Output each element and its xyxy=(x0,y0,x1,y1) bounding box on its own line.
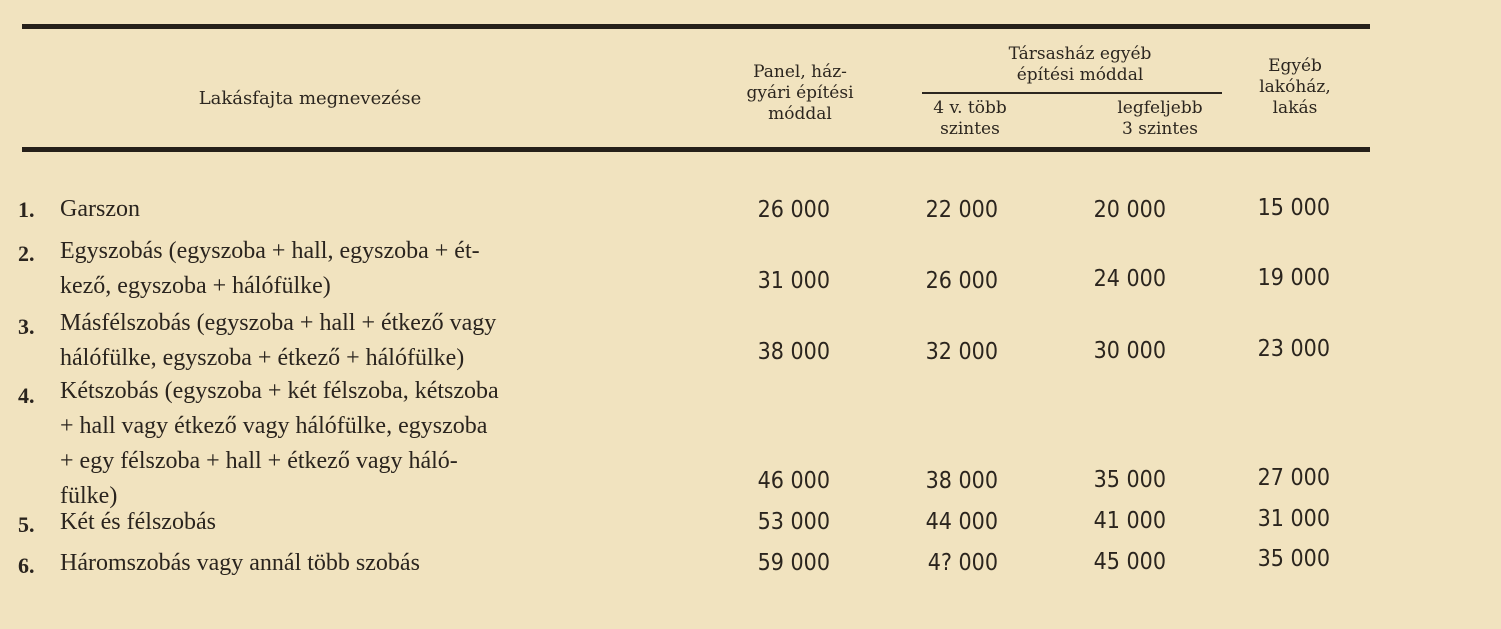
row-name-line: Kétszobás (egyszoba + két félszoba, kétszoba xyxy=(60,378,499,404)
egyeb-value: 19 000 xyxy=(1257,265,1330,291)
row-name xyxy=(60,192,670,227)
header-panel-col xyxy=(720,62,880,125)
panel-value: 59 000 xyxy=(757,550,830,576)
panel-value: 38 000 xyxy=(757,339,830,365)
row-name xyxy=(60,546,670,581)
row-name-line: + hall vagy étkező vagy hálófülke, egyszoba xyxy=(60,413,488,439)
row-name-line: Két és félszobás xyxy=(60,509,216,535)
tarsashaz-3-value: 20 000 xyxy=(1093,197,1166,223)
row-name-line: + egy félszoba + hall + étkező vagy háló- xyxy=(60,448,458,474)
header-name-col: Lakásfajta megnevezése xyxy=(198,88,422,109)
row-name-line: Garszon xyxy=(60,196,140,222)
tarsashaz-4v-value: 44 000 xyxy=(925,509,998,535)
tarsashaz-4v-value: 32 000 xyxy=(925,339,998,365)
header-tarsashaz-group xyxy=(960,44,1200,86)
header-egyeb-line-3: lakás xyxy=(1272,98,1318,118)
egyeb-value: 31 000 xyxy=(1257,506,1330,532)
header-egyeb-line-2: lakóház, xyxy=(1259,77,1331,97)
header-group-underline xyxy=(922,92,1222,94)
egyeb-value: 35 000 xyxy=(1257,546,1330,572)
tarsashaz-3-value: 45 000 xyxy=(1093,549,1166,575)
tarsashaz-3-value: 35 000 xyxy=(1093,467,1166,493)
egyeb-value: 23 000 xyxy=(1257,336,1330,362)
egyeb-value: 15 000 xyxy=(1257,195,1330,221)
egyeb-value: 27 000 xyxy=(1257,465,1330,491)
header-egyeb-line-1: Egyéb xyxy=(1268,56,1322,76)
header-panel-line-3: móddal xyxy=(768,104,832,124)
tarsashaz-3-value: 41 000 xyxy=(1093,508,1166,534)
row-number: 1. xyxy=(18,197,35,222)
panel-value: 53 000 xyxy=(757,509,830,535)
row-number: 2. xyxy=(18,241,35,266)
row-name-line: kező, egyszoba + hálófülke) xyxy=(60,273,331,299)
tarsashaz-4v-value: 4? 000 xyxy=(927,550,998,576)
header-bottom-rule xyxy=(22,147,1370,152)
header-tarsashaz-line-2: építési móddal xyxy=(1016,65,1144,85)
row-number: 3. xyxy=(18,314,35,339)
tarsashaz-4v-value: 26 000 xyxy=(925,268,998,294)
tarsashaz-3-value: 24 000 xyxy=(1093,266,1166,292)
tarsashaz-4v-value: 38 000 xyxy=(925,468,998,494)
header-sub-3-line-2: 3 szintes xyxy=(1122,119,1198,139)
header-sub-4v xyxy=(905,98,1035,140)
row-name-line: fülke) xyxy=(60,483,118,509)
header-sub-4v-line-1: 4 v. több xyxy=(933,98,1007,118)
tarsashaz-4v-value: 22 000 xyxy=(925,197,998,223)
row-name xyxy=(60,505,670,540)
header-panel-line-2: gyári építési xyxy=(746,83,854,103)
tarsashaz-3-value: 30 000 xyxy=(1093,338,1166,364)
row-name-line: hálófülke, egyszoba + étkező + hálófülke) xyxy=(60,345,465,371)
row-name-line: Háromszobás vagy annál több szobás xyxy=(60,550,420,576)
top-rule xyxy=(22,24,1370,29)
header-tarsashaz-line-1: Társasház egyéb xyxy=(1008,44,1152,64)
header-sub-3-line-1: legfeljebb xyxy=(1117,98,1203,118)
header-egyeb-col xyxy=(1235,56,1355,119)
header-sub-4v-line-2: szintes xyxy=(940,119,1000,139)
row-name xyxy=(60,234,670,304)
panel-value: 26 000 xyxy=(757,197,830,223)
row-number: 4. xyxy=(18,383,35,408)
panel-value: 46 000 xyxy=(757,468,830,494)
row-name xyxy=(60,306,670,376)
row-number: 6. xyxy=(18,553,35,578)
row-name xyxy=(60,374,670,514)
panel-value: 31 000 xyxy=(757,268,830,294)
header-sub-3 xyxy=(1095,98,1225,140)
row-name-line: Egyszobás (egyszoba + hall, egyszoba + ét- xyxy=(60,238,480,264)
header-panel-line-1: Panel, ház- xyxy=(753,62,847,82)
row-name-line: Másfélszobás (egyszoba + hall + étkező vagy xyxy=(60,310,497,336)
row-number: 5. xyxy=(18,512,35,537)
